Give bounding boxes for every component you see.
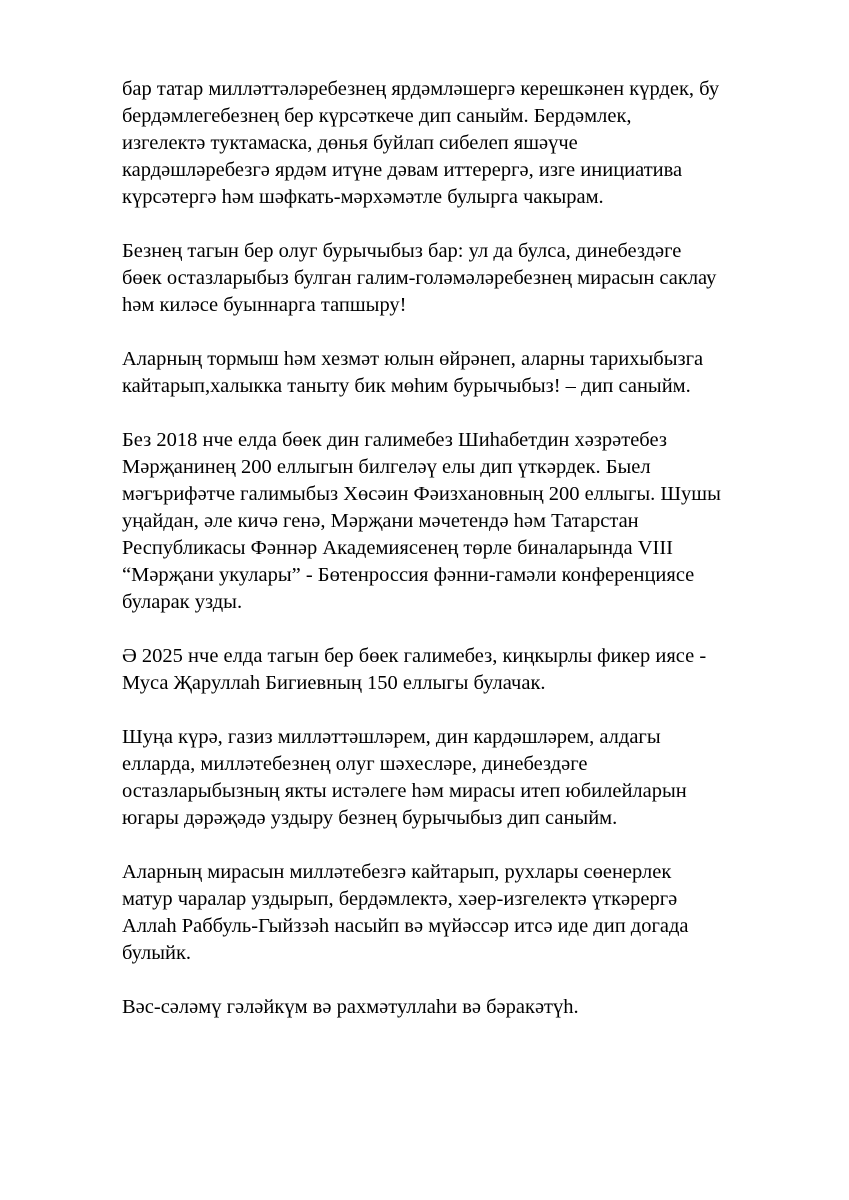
text-line: күрсәтергә һәм шәфкать-мәрхәмәтле булырга чакырам.: [122, 186, 604, 208]
text-line: матур чаралар уздырып, бердәмлектә, хәер-изгелектә үткәрергә: [122, 888, 678, 910]
text-line: Без 2018 нче елда бөек дин галимебез Шиһабетдин хәзрәтебез: [122, 429, 667, 451]
document-body: [122, 76, 734, 1048]
paragraph: [122, 994, 734, 1021]
text-line: изгелектә туктамаска, дөнья буйлап сибелеп яшәүче: [122, 132, 578, 154]
paragraph: [122, 346, 734, 400]
paragraph: [122, 859, 734, 967]
text-line: югары дәрәҗәдә уздыру безнең бурычыбыз дип саныйм.: [122, 807, 618, 829]
text-line: бөек остазларыбыз булган галим-голәмәләребезнең мирасын саклау: [122, 267, 717, 289]
text-line: һәм киләсе буыннарга тапшыру!: [122, 294, 407, 316]
text-line: Аларның мирасын милләтебезгә кайтарып, рухлары сөенерлек: [122, 861, 672, 883]
text-line: Аллаһ Раббуль-Гыйззәһ насыйп вә мүйәссәр итсә иде дип догада: [122, 915, 689, 937]
text-line: Вәс-сәләмү гәләйкүм вә рахмәтуллаһи вә бәракәтүһ.: [122, 996, 579, 1018]
text-line: кайтарып,халыкка таныту бик мөһим бурычыбыз! – дип саныйм.: [122, 375, 691, 397]
text-line: Ә 2025 нче елда тагын бер бөек галимебез, киңкырлы фикер иясе -: [122, 645, 707, 667]
text-line: бердәмлегебезнең бер күрсәткече дип саныйм. Бердәмлек,: [122, 105, 632, 127]
text-line: Муса Җаруллаһ Бигиевның 150 еллыгы булачак.: [122, 672, 546, 694]
text-line: елларда, милләтебезнең олуг шәхесләре, динебездәге: [122, 753, 588, 775]
text-line: Республикасы Фәннәр Академиясенең төрле биналарында VIII: [122, 537, 673, 559]
text-line: остазларыбызның якты истәлеге һәм мирасы итеп юбилейларын: [122, 780, 687, 802]
text-line: буларак узды.: [122, 591, 243, 613]
paragraph: [122, 643, 734, 697]
text-line: “Мәрҗани укулары” - Бөтенроссия фәнни-гамәли конференциясе: [122, 564, 695, 586]
text-line: уңайдан, әле кичә генә, Мәрҗани мәчетендә һәм Татарстан: [122, 510, 639, 532]
text-line: бар татар милләттәләребезнең ярдәмләшергә керешкәнен күрдек, бу: [122, 78, 720, 100]
text-line: Шуңа күрә, газиз милләттәшләрем, дин кардәшләрем, алдагы: [122, 726, 661, 748]
text-line: Безнең тагын бер олуг бурычыбыз бар: ул да булса, динебездәге: [122, 240, 682, 262]
paragraph: [122, 724, 734, 832]
text-line: мәгърифәтче галимыбыз Хөсәин Фәизхановның 200 еллыгы. Шушы: [122, 483, 721, 505]
text-line: Мәрҗанинең 200 еллыгын билгеләү елы дип үткәрдек. Быел: [122, 456, 651, 478]
text-line: булыйк.: [122, 942, 192, 964]
paragraph: [122, 238, 734, 319]
paragraph: [122, 76, 734, 211]
text-line: кардәшләребезгә ярдәм итүне дәвам иттерергә, изге инициатива: [122, 159, 683, 181]
text-line: Аларның тормыш һәм хезмәт юлын өйрәнеп, аларны тарихыбызга: [122, 348, 704, 370]
paragraph: [122, 427, 734, 616]
